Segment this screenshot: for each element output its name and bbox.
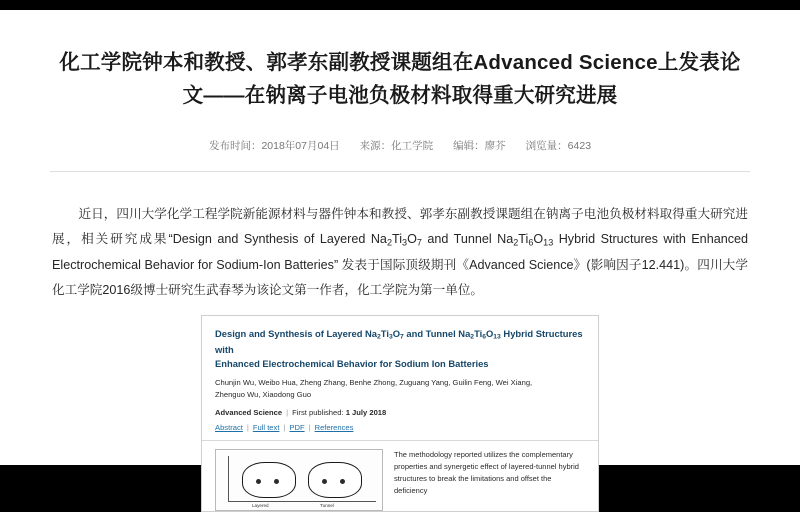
quoted-title-e: Ti (518, 232, 529, 247)
thumb-axis-vertical (228, 456, 229, 502)
meta-source (360, 138, 434, 153)
quoted-sub-e: 6 (528, 237, 534, 248)
journal-authors (215, 377, 585, 401)
link-separator-2: | (283, 422, 286, 432)
meta-views-value: 6423 (567, 140, 592, 153)
meta-publish-time (209, 138, 340, 153)
journal-title-g: Hybrid Structures with (215, 328, 583, 355)
article-meta (50, 138, 750, 153)
quoted-sub-c: 7 (416, 237, 422, 248)
meta-source-label: 来源： (359, 140, 392, 153)
quoted-title-f: O (533, 232, 544, 247)
journal-title-e: Ti (474, 328, 483, 340)
journal-title-line2: Enhanced Electrochemical Behavior for Sodium Ion Batteries (215, 357, 489, 369)
meta-editor-value: 廖芥 (484, 140, 506, 153)
thumb-axis-horizontal (228, 501, 376, 502)
quoted-sub-a: 2 (386, 237, 392, 248)
meta-publish-value: 2018年07月04日 (261, 140, 340, 153)
meta-editor-label: 编辑： (453, 140, 485, 153)
thumb-structure-tunnel (308, 462, 362, 498)
journal-abstract-snippet (394, 449, 585, 511)
thumb-structure-layered (242, 462, 296, 498)
journal-article-title (215, 327, 585, 370)
thumb-dot-4 (340, 479, 345, 484)
article-page (0, 10, 800, 508)
journal-card-divider (202, 440, 598, 441)
thumb-dot-2 (274, 479, 279, 484)
quoted-sub-d: 2 (513, 237, 519, 248)
quoted-title-a: Design and Synthesis of Layered Na (172, 232, 387, 247)
letterbox-top (0, 0, 800, 10)
journal-first-published-date: 1 July 2018 (345, 407, 387, 417)
meta-views-label: 浏览量： (525, 140, 568, 153)
paragraph-text-after-quote: 发表于国际顶级期刊《Advanced Science》(影响因子12.441)。四川大学化工学院2016级博士研究生武春琴为该论文第一作者，化工学院为第一单位。 (52, 257, 748, 297)
thumb-label-layered: Layered (252, 502, 269, 508)
article-content (50, 10, 750, 512)
quoted-title-d: and Tunnel Na (421, 232, 514, 247)
header-divider (50, 171, 750, 172)
journal-figure (201, 315, 599, 511)
quoted-sub-b: 3 (402, 237, 408, 248)
journal-authors-line-2: Zhenguo Wu, Xiaodong Guo (215, 389, 312, 399)
journal-first-published-label: First published: (292, 407, 344, 417)
quoted-title-c: O (407, 232, 417, 247)
link-pdf[interactable]: PDF (289, 422, 305, 432)
quoted-sub-f: 13 (543, 237, 554, 248)
abstract-line-1: The methodology reported utilizes the complementary (394, 449, 573, 459)
meta-publish-label: 发布时间： (208, 140, 262, 153)
link-references[interactable]: References (314, 422, 354, 432)
graphical-abstract-thumbnail[interactable] (215, 449, 383, 511)
journal-title-sub-5: 6 (482, 334, 486, 342)
quoted-title-b: Ti (391, 232, 403, 247)
journal-title-c: O (392, 328, 401, 340)
quoted-title-g: Hybrid Structures with Enhanced Electrochemical Behavior for Sodium-Ion Batteries (52, 232, 749, 272)
journal-title-d: and Tunnel Na (403, 328, 471, 340)
journal-card (201, 315, 599, 511)
thumb-dot-1 (256, 479, 261, 484)
link-separator-1: | (246, 422, 249, 432)
thumb-label-tunnel: Tunnel (320, 502, 334, 508)
link-separator-3: | (308, 422, 311, 432)
journal-title-sub-4: 2 (470, 334, 475, 342)
link-abstract[interactable]: Abstract (215, 422, 243, 432)
journal-title-b: Ti (380, 328, 389, 340)
journal-links (215, 423, 585, 432)
journal-title-sub-3: 7 (400, 334, 404, 342)
journal-card-body (215, 449, 585, 511)
journal-title-f: O (486, 328, 494, 340)
abstract-line-2: properties and synergetic effect of layered-tunnel hybrid (394, 461, 579, 471)
journal-info-separator: | (286, 407, 289, 417)
journal-title-sub-1: 2 (377, 334, 381, 342)
meta-source-value: 化工学院 (391, 140, 434, 153)
abstract-line-3: structures to break the limitations and offset the deficiency (394, 474, 552, 496)
journal-title-sub-2: 3 (388, 334, 393, 342)
journal-authors-line-1: Chunjin Wu, Weibo Hua, Zheng Zhang, Benhe Zhong, Zuguang Yang, Guilin Feng, Wei Xiang, (215, 378, 533, 388)
journal-name: Advanced Science (215, 407, 283, 417)
thumb-dot-3 (322, 479, 327, 484)
article-paragraph-1: 近日，四川大学化学工程学院新能源材料与器件钟本和教授、郭孝东副教授课题组在钠离子电池负极材料取得重大研究进展，相关研究成果“Design and Synthesis of Layered $Na_2Ti_3O_7$ and Tunnel $Na_2Ti_6O_{13}$ Hybrid Structures with Enhanced Electrochemical Behavior for Sodium-Ion Batteries” 发表于国际顶级期刊《Advanced Science》(影响因子12.441)。四川大学化工学院2016级博士研究生武春琴为该论文第一作者，化工学院为第一单位。 (52, 207, 749, 297)
journal-publication-info (215, 408, 585, 417)
meta-editor (453, 138, 506, 153)
page-title: 化工学院钟本和教授、郭孝东副教授课题组在Advanced Science上发表论文——在钠离子电池负极材料取得重大研究进展 (59, 50, 741, 107)
link-full-text[interactable]: Full text (252, 422, 280, 432)
meta-views (526, 138, 591, 153)
paragraph-text-before-quote: 近日，四川大学化学工程学院新能源材料与器件钟本和教授、郭孝东副教授课题组在钠离子电池负极材料取得重大研究进展，相关研究成果 (52, 207, 748, 247)
journal-title-a: Design and Synthesis of Layered Na (215, 328, 378, 340)
journal-title-sub-6: 13 (493, 334, 501, 342)
